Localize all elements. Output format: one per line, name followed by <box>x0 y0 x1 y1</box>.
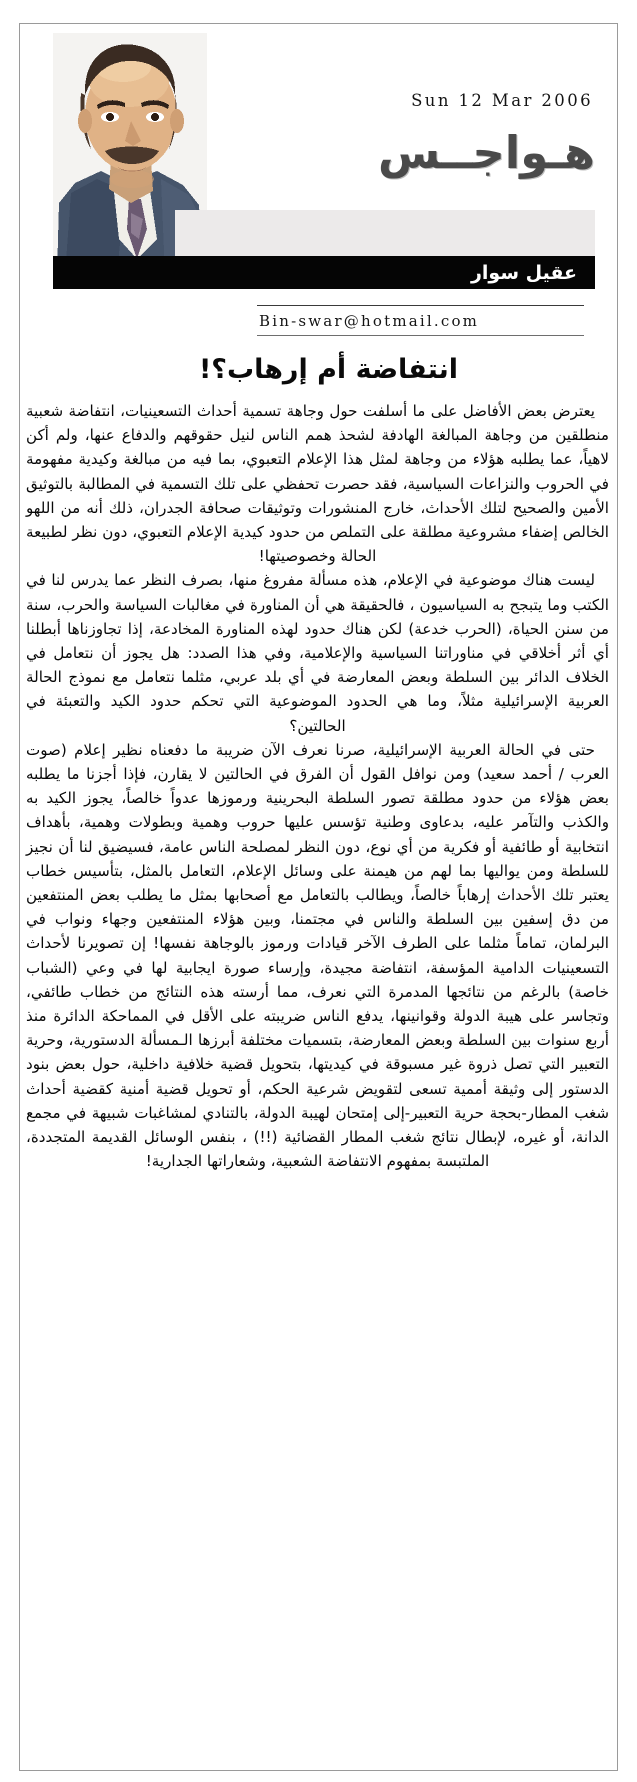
article-paragraph-3: حتى في الحالة العربية الإسرائيلية، صرنا نعرف الآن ضريبة ما دفعناه نظير إعلام (صوت العرب / أحمد سعيد) ومن نوافل القول أن الفرق في الحالتين لا يقارن، فإذا أجزنا ما يطلبه بعض هؤلاء من حدود مطلقة تصور السلطة البحرينية ورموزها عدواً خالصاً، يجوز الكيد به والكذب والتآمر عليه، بدعاوى وطنية تؤسس عليها حروب وهمية وبطولات وهمية، بأهداف انتخابية أو طائفية أو فكرية من أي نوع، دون النظر لمصلحة الناس عامة، فسيضيق لنا أن نجيز للسلطة ومن يواليها بما لهم من هيمنة على وسائل الإعلام، التعامل بالمثل، بتأسيس خطاب يعتبر تلك الأحداث إرهاباً خالصاً، ويطالب بالتعامل مع أصحابها بمثل ما يطلب بعض المنتفعين من دق إسفين بين السلطة والناس في مجتمنا، وبين هؤلاء المنتفعين وجهاء ونواب في البرلمان، تماماً مثلما على الطرف الآخر قيادات ورموز بالوجاهة نفسها! إن تصويرنا لأحداث التسعينيات الدامية المؤسفة، انتفاضة مجيدة، وإرساء صورة ايجابية لها في وعي (الشباب خاصة) بالرغم من نتائجها المدمرة التي نعرف، مما أرسته هذه النتائج من خطاب طائفي، وتجاسر على هيبة الدولة وقوانينها، يدفع الناس ضريبته على الأقل في المماحكة الدائرة منذ أربع سنوات بين السلطة وبعض المعارضة، بتسميات مختلفة أبرزها الـمسألة الدستورية، وحرية التعبير التي تصل ذروة غير مسبوقة في كيديتها، بتحويل قضية خلافية داخلية، حول بعض بنود الدستور إلى وثيقة أممية تسعى لتقويض شرعية الحكم، أو تحويل قضية أمنية كقضية أحداث شغب المطار-بحجة حرية التعبير-إلى إمتحان لهيبة الدولة، بالتنادي لمشاغبات شبيهة في مجمع الدانة، أو غيره، لإبطال نتائج شغب المطار القضائية (!!) ، بنفس الوسائل القديمة المتجددة، الملتبسة بمفهوم الانتفاضة الشعبية، وشعاراتها الجدارية! <box>26 740 609 1171</box>
article-paragraph-2: ليست هناك موضوعية في الإعلام، هذه مسألة مفروغ منها، بصرف النظر عما يدرس لنا في الكتب وما يتبجح به السياسيون ، فالحقيقة هي أن المناورة في مغالبات السياسة والحرب، سنة من سنن الحياة، (الحرب خدعة) لكن هناك حدود لهذه المناورة المخادعة، إذا تجاوزناها أبطلنا أي أثر أخلاقي في مناوراتنا السياسية والإعلامية، وفي هذا الصدد: هل يجوز أن نتعامل في الخلاف الدائر بين السلطة وبعض المعارضة في أي بلد عربي، مثلما نتعامل مع نموذج الحالة العربية الإسرائيلية مثلاً، وما هي الحدود الموضوعية التي تحكم حدود الكيد والتعبئة في الحالتين؟ <box>26 571 609 735</box>
dateline: Sun 12 Mar 2006 <box>411 91 593 110</box>
newspaper-column-page <box>0 12 637 1782</box>
article-paragraph-1: يعترض بعض الأفاضل على ما أسلفت حول وجاهة تسمية أحداث التسعينيات، انتفاضة شعبية منطلقين من وجاهة المبالغة الهادفة لشحذ همم الناس لنيل حقوقهم والدفاع عنها، ولم أكن لاهياً، عما يطلبه هؤلاء من وجاهة لمثل هذا الإعلام التعبوي، بما فيه من مبالغة وكيدية مفهومة في الحروب والنزاعات السياسية، فقد حصرت تحفظي على تلك التسمية في المطالبة بالتوثيق الأمين والصحيح لتلك الأحداث، خارج المنشورات وتوثيقات صحافة الجدران، ذلك أنه من اللهو الخالص إضفاء مشروعية مطلقة على التملص من حدود كيدية الإعلام التعبوي، دون نظر لطبيعة الحالة وخصوصيتها! <box>26 402 609 566</box>
email-rule-bottom <box>257 335 584 336</box>
byline-bar <box>53 256 595 289</box>
email-block <box>20 305 617 336</box>
masthead <box>20 12 617 297</box>
author-email[interactable]: Bin-swar@hotmail.com <box>259 312 480 330</box>
article-body <box>26 399 609 1174</box>
article-headline: انتفاضة أم إرهاب؟! <box>198 354 459 385</box>
author-name: عقيل سوار <box>470 261 577 284</box>
masthead-gray-band <box>175 210 595 256</box>
column-title: هـواجــس <box>377 126 595 179</box>
